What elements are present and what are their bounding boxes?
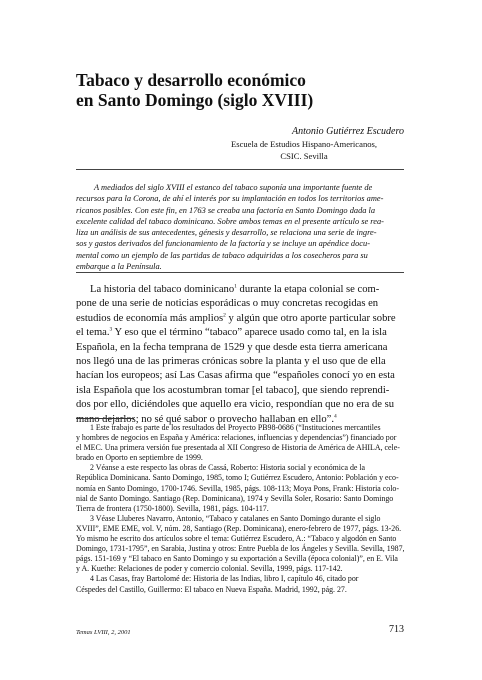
affiliation-line: Escuela de Estudios Hispano-Americanos, (230, 139, 378, 149)
footnote-line: 4 Las Casas, fray Bartolomé de: Historia de las Indias, libro I, capítulo 46, citado por (90, 574, 359, 584)
footnotes (76, 423, 406, 595)
body-line (76, 312, 406, 326)
body-line (76, 326, 406, 340)
body-line (76, 398, 406, 412)
footnote-line: nomía en Santo Domingo, 1700-1746. Sevilla, 1985, págs. 108-113; Moya Pons, Frank: Historia colo- (76, 483, 399, 493)
footnote-marker: 3 (109, 326, 113, 333)
abstract-line: excelente calidad del tabaco dominicano. Sobre ambos temas en el presente artículo se rea- (76, 216, 384, 226)
abstract-line: recursos para la Corona, de ahí el interés por su implantación en todos los territorios ame- (76, 194, 384, 204)
body-line (76, 355, 406, 369)
footnote-line: Domingo, 1731-1795”, en Sarabia, Justina y otros: Entre Puebla de los Ángeles y Sevilla. Sevilla, 1987, (76, 544, 405, 554)
abstract (76, 182, 404, 272)
body-text-run: Española, en la fecha temprana de 1529 y que desde esta tierra americana (76, 341, 388, 353)
abstract-line: ricanos posibles. Con este fin, en 1763 se creaba una factoría en Santo Domingo dada la (76, 205, 376, 215)
footnote-line: XVIII”, EME EME, vol. V, núm. 28, Santiago (Rep. Dominicana), enero-febrero de 1977, págs. 13-26. (76, 523, 402, 533)
footnote-line: el MEC. Una primera versión fue presentada al XII Congreso de Historia de América de AHILA, cele- (76, 443, 400, 453)
journal-footer: Temas LVIII, 2, 2001 (76, 629, 131, 636)
body-line (76, 369, 406, 383)
body-line (76, 297, 406, 311)
body-text-run: mano dejarlos; no sé qué sabor o provecho hallaban en ello”. (76, 413, 334, 425)
footnote-marker: 2 (223, 312, 226, 319)
footnote-line: y hombres de negocios en España y América: relaciones, influencias y dependencias”) financiado por (76, 433, 397, 443)
title-line: Tabaco y desarrollo económico (76, 70, 306, 90)
footnote-line: págs. 151-169 y “El tabaco en Santo Domingo y su exportación a Sevilla (época colonial)”, en E. Vila (76, 554, 398, 564)
footnote-line: Céspedes del Castillo, Guillermo: El tabaco en Nueva España. Madrid, 1992, pág. 27. (76, 584, 347, 594)
body-text-run: Y eso que el término “tabaco” aparece usado como tal, en la isla (112, 327, 387, 339)
author-affiliation (204, 139, 404, 162)
footnote-marker: 1 (234, 283, 237, 290)
footnote-marker: 4 (334, 413, 337, 420)
author-name: Antonio Gutiérrez Escudero (291, 126, 404, 137)
body-text-run: hacían los europeos; así Las Casas afirma que “españoles conocí yo en esta (76, 370, 395, 382)
footnote-line: brado en Oporto en septiembre de 1999. (76, 453, 203, 463)
abstract-line: mental como un ejemplo de las partidas de tabaco adquiridas a los cosecheros para su (76, 250, 368, 260)
body-text-run: La historia del tabaco dominicano (90, 284, 235, 295)
body-text-run: y algún que otro aporte particular sobre (225, 312, 396, 324)
affiliation-line: CSIC. Sevilla (280, 150, 328, 161)
footnote-line: Tierra de frontera (1750-1800). Sevilla, 1981, págs. 104-117. (76, 503, 269, 513)
footnote-line: República Dominicana. Santo Domingo, 1985, tomo I; Gutiérrez Escudero, Antonio: Población y eco- (76, 473, 399, 483)
title-line: en Santo Domingo (siglo XVIII) (76, 90, 314, 110)
body-text-run: estudios de economía más amplios (76, 312, 224, 324)
body-line (76, 341, 406, 355)
body-text-run: nos llegó una de las primeras crónicas sobre la planta y el uso que de ella (76, 356, 386, 368)
article-title (76, 70, 416, 110)
abstract-line: A mediados del siglo XVIII el estanco del tabaco suponía una importante fuente de (94, 183, 373, 192)
body-text-run: pone de una serie de noticias esporádicas o muy concretas recogidas en (76, 298, 379, 310)
abstract-line: embarque a la Península. (76, 262, 162, 272)
footnote-line: 1 Este trabajo es parte de los resultados del Proyecto PB98-0686 (“Instituciones mercantiles (90, 423, 381, 432)
body-text-run: durante la etapa colonial se com- (236, 284, 380, 295)
abstract-line: liza un análisis de sus antecedentes, génesis y desarrollo, se relaciona una serie de ingre- (76, 228, 377, 238)
body-text-run: el tema. (76, 327, 110, 339)
footnote-line: y A. Kuethe: Relaciones de poder y comercio colonial. Sevilla, 1999, págs. 117-142. (76, 564, 343, 574)
footnote-separator (76, 418, 134, 419)
page-number: 713 (389, 624, 404, 635)
footnote-line: nial de Santo Domingo. Santiago (Rep. Dominicana), 1974 y Sevilla Soler, Rosario: Santo Domingo (76, 493, 394, 503)
abstract-line: sos y gastos derivados del funcionamiento de la factoría y se incluye un apéndice docu- (76, 239, 370, 249)
footnote-line: 3 Véase Lluberes Navarro, Antonio, “Tabaco y catalanes en Santo Domingo durante el siglo (90, 513, 381, 523)
abstract-top-rule (76, 169, 404, 170)
body-paragraph (76, 283, 406, 427)
footnote-line: Yo mismo he escrito dos artículos sobre el tema: Gutiérrez Escudero, A.: “Tabaco y algodón en Santo (76, 534, 397, 544)
body-text-run: dos por ello, diciéndoles que aquello era vicio, respondían que no era de su (76, 399, 395, 411)
body-text-run: isla Española que los acostumbran tomar [el tabaco], que siendo reprendi- (76, 384, 390, 396)
footnote-line: 2 Véanse a este respecto las obras de Cassá, Roberto: Historia social y económica de la (90, 463, 366, 473)
abstract-bottom-rule (76, 272, 404, 273)
body-line (76, 384, 406, 398)
body-line (76, 283, 406, 297)
